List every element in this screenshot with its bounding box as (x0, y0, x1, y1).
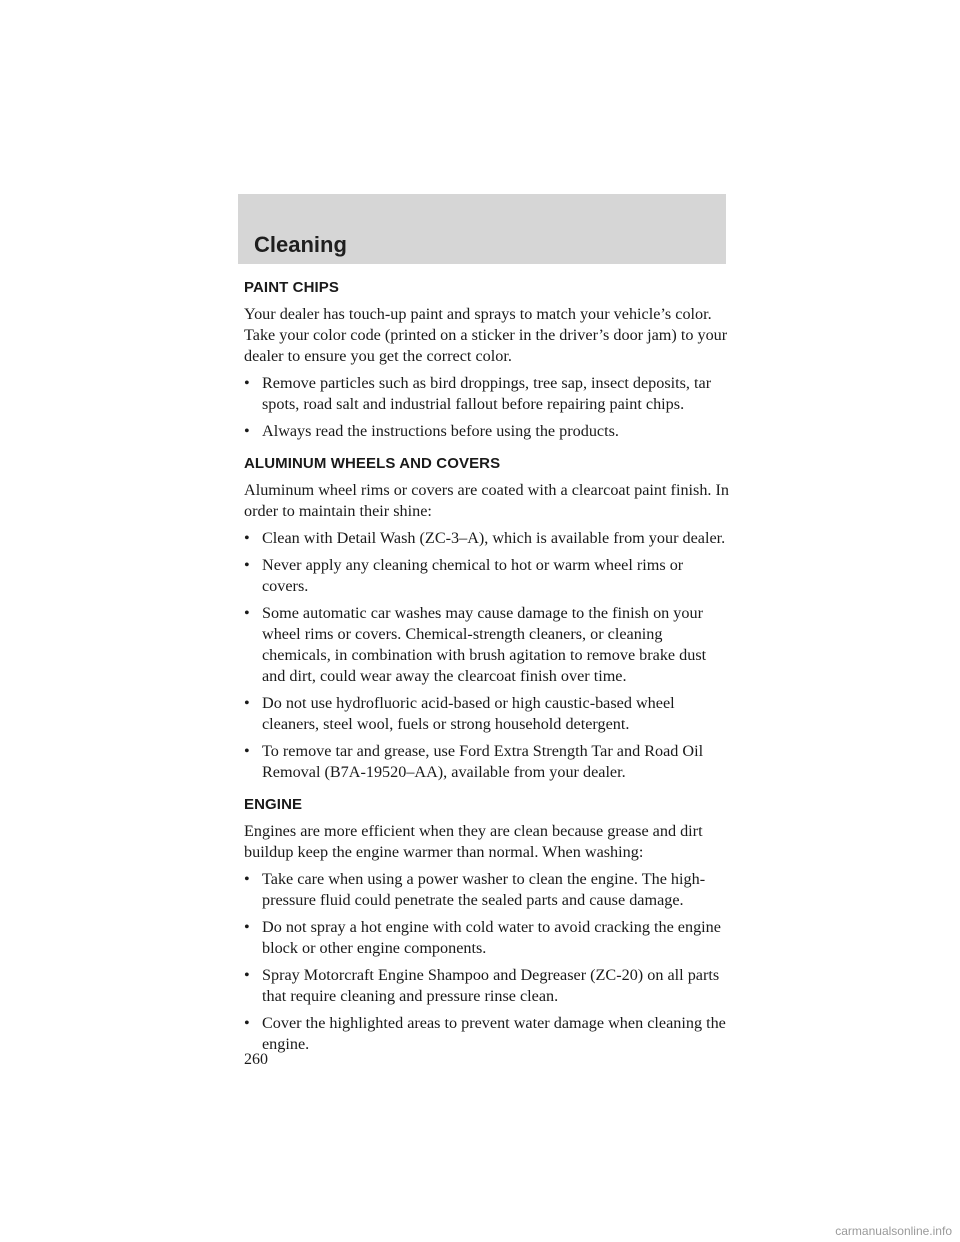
list-item (244, 869, 730, 911)
section-heading: ALUMINUM WHEELS AND COVERS (244, 455, 501, 472)
list-item (244, 1013, 730, 1055)
list-item-text: To remove tar and grease, use Ford Extra Strength Tar and Road Oil Removal (B7A-19520–AA), available from your dealer. (262, 742, 704, 781)
section-aluminum-wheels (244, 454, 730, 783)
list-item-text: Never apply any cleaning chemical to hot or warm wheel rims or covers. (262, 556, 684, 595)
page-title: Cleaning (254, 232, 347, 257)
bullet-icon: • (244, 1014, 250, 1032)
bullet-icon: • (244, 742, 250, 760)
bullet-icon: • (244, 374, 250, 392)
bullet-list (244, 528, 730, 783)
list-item (244, 965, 730, 1007)
bullet-icon: • (244, 604, 250, 622)
list-item (244, 741, 730, 783)
bullet-icon: • (244, 529, 250, 547)
list-item (244, 528, 730, 549)
list-item (244, 693, 730, 735)
section-heading: ENGINE (244, 796, 303, 813)
section-engine (244, 795, 730, 1055)
list-item-text: Do not use hydrofluoric acid-based or high caustic-based wheel cleaners, steel wool, fuels or strong household detergent. (262, 694, 675, 733)
list-item-text: Always read the instructions before using the products. (262, 422, 619, 440)
list-item-text: Remove particles such as bird droppings, tree sap, insect deposits, tar spots, road salt and industrial fallout before repairing paint chips. (262, 374, 712, 413)
list-item (244, 373, 730, 415)
bullet-icon: • (244, 556, 250, 574)
page-content (244, 276, 730, 1061)
list-item-text: Clean with Detail Wash (ZC-3–A), which is available from your dealer. (262, 529, 726, 547)
bullet-icon: • (244, 966, 250, 984)
bullet-list (244, 869, 730, 1055)
list-item-text: Cover the highlighted areas to prevent water damage when cleaning the engine. (262, 1014, 726, 1053)
bullet-icon: • (244, 870, 250, 888)
section-header-band (238, 194, 726, 264)
watermark: carmanualsonline.info (835, 1224, 952, 1238)
page-number: 260 (244, 1051, 268, 1068)
list-item-text: Take care when using a power washer to clean the engine. The high-pressure fluid could penetrate the sealed parts and cause damage. (262, 870, 706, 909)
list-item (244, 421, 730, 442)
bullet-icon: • (244, 694, 250, 712)
list-item (244, 603, 730, 687)
list-item (244, 917, 730, 959)
section-paint-chips (244, 278, 730, 442)
section-paragraph: Your dealer has touch-up paint and sprays to match your vehicle’s color. Take your color code (printed on a sticker in the driver’s door jam) to your dealer to ensure you get the correct color. (244, 305, 728, 365)
list-item-text: Spray Motorcraft Engine Shampoo and Degreaser (ZC-20) on all parts that require cleaning and pressure rinse clean. (262, 966, 720, 1005)
section-heading: PAINT CHIPS (244, 279, 339, 296)
bullet-list (244, 373, 730, 442)
list-item (244, 555, 730, 597)
section-paragraph: Engines are more efficient when they are clean because grease and dirt buildup keep the engine warmer than normal. When washing: (244, 822, 703, 861)
list-item-text: Do not spray a hot engine with cold water to avoid cracking the engine block or other engine components. (262, 918, 721, 957)
bullet-icon: • (244, 918, 250, 936)
list-item-text: Some automatic car washes may cause damage to the finish on your wheel rims or covers. Chemical-strength cleaners, or cleaning chemicals, in combination with brush agitation to remove brake dust and dirt, could wear away the clearcoat finish over time. (262, 604, 707, 685)
section-paragraph: Aluminum wheel rims or covers are coated with a clearcoat paint finish. In order to maintain their shine: (244, 481, 730, 520)
bullet-icon: • (244, 422, 250, 440)
